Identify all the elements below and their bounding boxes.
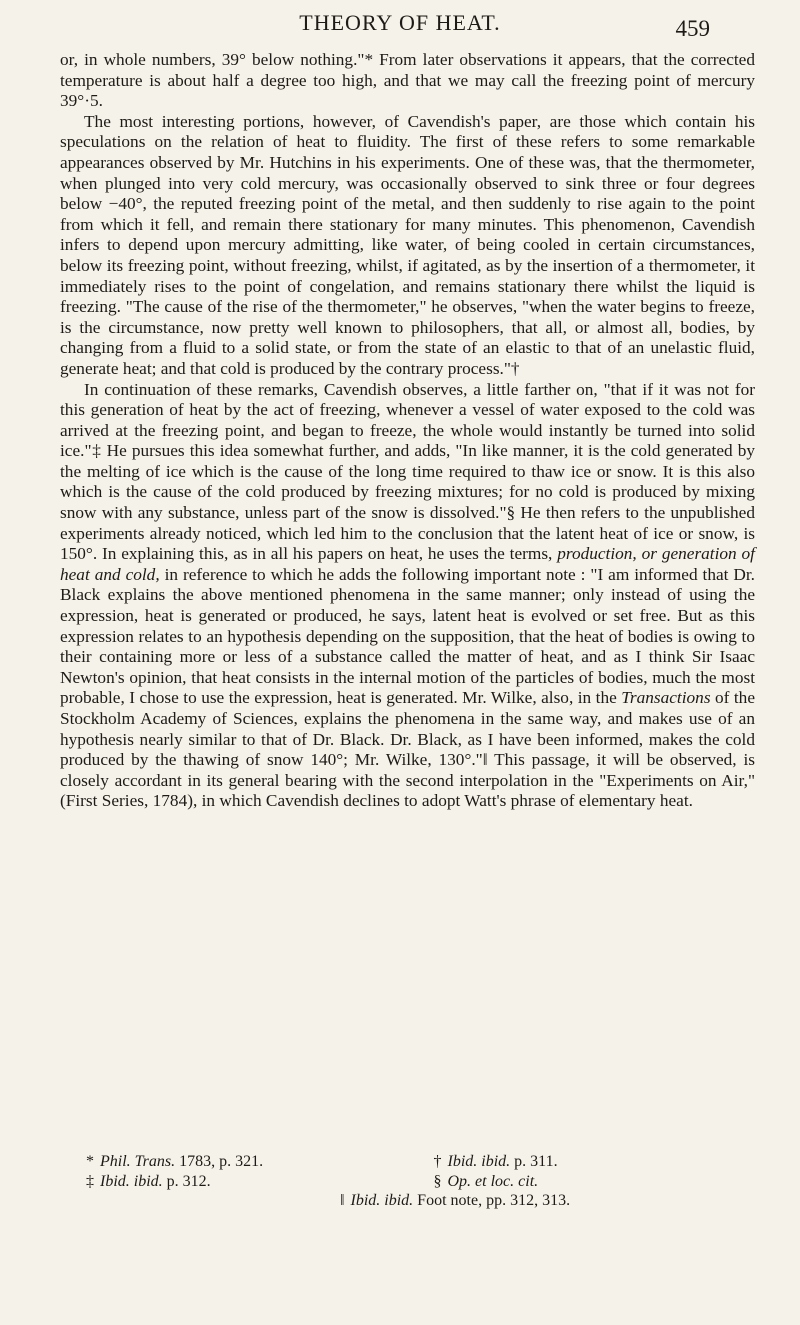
- footnote-citation: Ibid. ibid.: [350, 1192, 414, 1209]
- paragraph-3-middle: in reference to which he adds the following important note : "I am informed that Dr. Black explains the above mentioned phenomena in the same manner; only instead of using the expression, heat is generated or produced, he says, latent heat is evolved or set free. But as this expression relates to an hypothesis depending on the supposition, that the heat of bodies is owing to their containing more or less of a substance called the matter of heat, and as I think Sir Isaac Newton's opinion, that heat consists in the internal motion of the particles of bodies, much the most probable, I chose to use the expression, heat is generated. Mr. Wilke, also, in the: [60, 564, 755, 708]
- footnotes: [60, 1152, 755, 1211]
- body-text: [60, 50, 755, 812]
- footnote-mark: §: [433, 1172, 442, 1190]
- paragraph-3-emphasis: production, or generation of heat and cold,: [60, 544, 755, 584]
- footnote-mark: ‖: [340, 1192, 345, 1209]
- footnote-mark: *: [86, 1153, 94, 1170]
- footnote-text: p. 312.: [166, 1172, 211, 1190]
- running-head: [0, 8, 800, 42]
- footnote-citation: Ibid. ibid.: [447, 1153, 511, 1170]
- footnote: [408, 1172, 756, 1192]
- paragraph-3: [60, 380, 755, 812]
- footnote: [60, 1191, 570, 1211]
- footnote-citation: Phil. Trans.: [100, 1153, 176, 1170]
- footnote-mark: ‡: [86, 1172, 94, 1190]
- footnote: [60, 1172, 408, 1192]
- footnote-row: [60, 1152, 755, 1172]
- footnote-text: 1783, p. 321.: [179, 1153, 264, 1170]
- paragraph-3-end: of the Stockholm Academy of Sciences, explains the phenomena in the same way, and makes use of an hypothesis nearly similar to that of Dr. Black. Dr. Black, as I have been informed, makes the cold produced by the thawing of snow 140°; Mr. Wilke, 130°."‖ This passage, it will be observed, is closely accordant in its general bearing with the second interpolation in the "Experiments on Air," (First Series, 1784), in which Cavendish declines to adopt Watt's phrase of elementary heat.: [60, 688, 755, 811]
- footnote-text: Foot note, pp. 312, 313.: [417, 1192, 571, 1209]
- footnote-row: [60, 1172, 755, 1192]
- running-title: THEORY OF HEAT.: [299, 10, 501, 35]
- paragraph-2: The most interesting portions, however, of Cavendish's paper, are those which contain his speculations on the relation of heat to fluidity. The first of these refers to some remarkable appearances observed by Mr. Hutchins in his experiments. One of these was, that the thermometer, when plunged into very cold mercury, was occasionally observed to sink three or four degrees below −40°, the reputed freezing point of the metal, and then suddenly to rise again to the point from which it fell, and remain there stationary for many minutes. This phenomenon, Cavendish infers to depend upon mercury admitting, like water, of being cooled in certain circumstances, below its freezing point, without freezing, whilst, if agitated, as by the insertion of a thermometer, it immediately rises to the point of congelation, and remains stationary there whilst the liquid is freezing. "The cause of the rise of the thermometer," he observes, "when the water begins to freeze, is the circumstance, now pretty well known to philosophers, that all, or almost all, bodies, by changing from a fluid to a solid state, or from the state of an elastic to that of an unelastic fluid, generate heat; and that cold is produced by the contrary process."†: [60, 111, 755, 378]
- page-number: 459: [675, 16, 710, 41]
- footnote: [60, 1152, 408, 1172]
- paragraph-3-start: In continuation of these remarks, Cavendish observes, a little farther on, "that if it was not for this generation of heat by the act of freezing, whenever a vessel of water exposed to the cold was arrived at the freezing point, and began to freeze, the whole would instantly be turned into solid ice."‡ He pursues this idea somewhat further, and adds, "In like manner, it is the cold generated by the melting of ice which is the cause of the long time required to thaw ice or snow. It is this also which is the cause of the cold produced by freezing mixtures; for no cold is produced by mixing snow with any substance, unless part of the snow is dissolved."§ He then refers to the unpublished experiments already noticed, which led him to the conclusion that the latent heat of ice or snow, is 150°. In explaining this, as in all his papers on heat, he uses the terms,: [60, 379, 755, 564]
- footnote-mark: †: [433, 1153, 442, 1170]
- footnote-citation: Ibid. ibid.: [100, 1172, 163, 1190]
- footnote: [408, 1152, 756, 1172]
- paragraph-1: or, in whole numbers, 39° below nothing."* From later observations it appears, that the corrected temperature is about half a degree too high, and that we may call the freezing point of mercury 39°·5.: [60, 50, 755, 111]
- footnote-text: p. 311.: [514, 1153, 558, 1170]
- paragraph-3-emphasis-2: Transactions: [621, 688, 711, 708]
- footnote-citation: Op. et loc. cit.: [447, 1172, 539, 1190]
- footnote-row: [60, 1191, 755, 1211]
